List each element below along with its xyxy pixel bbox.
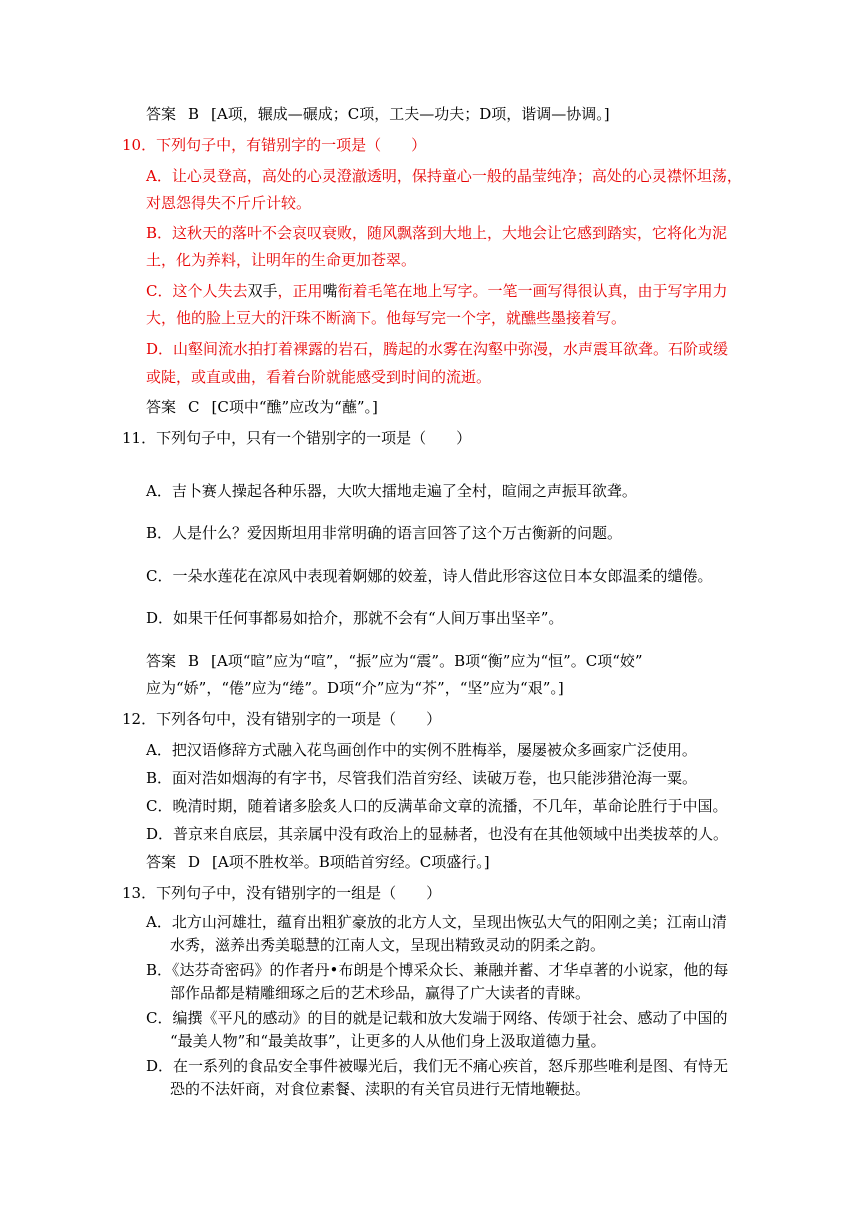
q13-stem: 13．下列句子中，没有错别字的一组是（ ） (122, 884, 442, 902)
q11-answer-line2: 应为“娇”，“倦”应为“绻”。D项“介”应为“芥”，“坚”应为“艰”。] (146, 679, 564, 697)
q9-answer (146, 103, 610, 125)
answer-label: 答案 (146, 398, 177, 416)
q13-option-d-line2: 恐的不法奸商，对食位素餐、渎职的有关官员进行无情地鞭挞。 (170, 1080, 591, 1098)
q10-answer (146, 396, 378, 418)
q13-option-c-line2: “最美人物”和“最美故事”，让更多的人从他们身上汲取道德力量。 (170, 1032, 606, 1050)
q10-c-rest: 衔着毛笔在地上写字。一笔一画写得很认真，由于写字用力 (337, 282, 728, 300)
q10-option-c-line1 (146, 280, 728, 302)
q12-answer (146, 851, 490, 873)
answer-label: 答案 (146, 652, 177, 670)
q10-c-hands: 双手 (247, 282, 278, 300)
answer-explanation: [A项不胜枚举。B项皓首穷经。C项盛行。] (212, 853, 490, 871)
q13-option-a-line1: A．北方山河雄壮，蕴育出粗犷豪放的北方人文，呈现出恢弘大气的阳刚之美；江南山清 (146, 913, 727, 931)
q12-stem: 12．下列各句中，没有错别字的一项是（ ） (122, 710, 442, 728)
q10-option-c-line2: 大，他的脸上豆大的汗珠不断滴下。他每写完一个字，就醮些墨接着写。 (146, 309, 627, 327)
answer-explanation: [A项，辗成—碾成；C项，工夫—功夫；D项，谐调—协调。] (211, 105, 610, 123)
answer-letter: B (188, 652, 200, 670)
q11-option-b: B．人是什么？爱因斯坦用非常明确的语言回答了这个万古衡新的问题。 (146, 524, 623, 542)
q10-option-d-line1: D．山壑间流水拍打着裸露的岩石，腾起的水雾在沟壑中弥漫，水声震耳欲聋。石阶或缓 (146, 340, 729, 358)
q13-option-a-line2: 水秀，滋养出秀美聪慧的江南人文，呈现出精致灵动的阴柔之韵。 (170, 936, 606, 954)
q10-option-a-line1: A．让心灵登高，高处的心灵澄澈透明，保持童心一般的晶莹纯净；高处的心灵襟怀坦荡， (146, 167, 742, 185)
q12-option-b: B．面对浩如烟海的有字书，尽管我们浩首穷经、读破万卷，也只能涉猎沧海一粟。 (146, 769, 698, 787)
q10-c-use: ，正用 (277, 282, 323, 300)
q11-option-d: D．如果干任何事都易如拾介，那就不会有“人间万事出坚辛”。 (146, 609, 564, 627)
q10-option-b-line2: 土，化为养料，让明年的生命更加苍翠。 (146, 251, 417, 269)
q10-stem: 10．下列句子中，有错别字的一项是（ ） (122, 136, 427, 154)
q10-c-mouth: 嘴 (322, 282, 338, 300)
q13-option-b-line1: B．《达芬奇密码》的作者丹•布朗是个博采众长、兼融并蓄、才华卓著的小说家，他的每 (146, 961, 729, 979)
q13-option-d-line1: D．在一系列的食品安全事件被曝光后，我们无不痛心疾首，怒斥那些唯利是图、有恃无 (146, 1057, 729, 1075)
q12-option-c: C．晚清时期，随着诸多脍炙人口的反满革命文章的流播，不几年，革命论胜行于中国。 (146, 797, 728, 815)
q11-answer-line1 (146, 650, 643, 672)
answer-label: 答案 (146, 853, 177, 871)
q10-c-prefix: C．这个人失去 (146, 282, 248, 300)
q10-option-b-line1: B．这秋天的落叶不会哀叹衰败，随风飘落到大地上，大地会让它感到踏实，它将化为泥 (146, 224, 728, 242)
q12-option-a: A．把汉语修辞方式融入花鸟画创作中的实例不胜梅举，屡屡被众多画家广泛使用。 (146, 741, 697, 759)
q11-option-c: C．一朵水莲花在凉风中表现着婀娜的姣羞，诗人借此形容这位日本女郎温柔的缱倦。 (146, 567, 713, 585)
answer-letter: C (188, 398, 200, 416)
answer-letter: D (188, 853, 201, 871)
q10-option-a-line2: 对恩怨得失不斤斤计较。 (146, 194, 312, 212)
answer-explanation: [C项中“醮”应改为“蘸”。] (211, 398, 378, 416)
answer-explanation: [A项“暄”应为“喧”，“振”应为“震”。B项“衡”应为“恒”。C项“姣” (211, 652, 643, 670)
q13-option-c-line1: C．编撰《平凡的感动》的目的就是记载和放大发端于网络、传颂于社会、感动了中国的 (146, 1009, 728, 1027)
q13-option-b-line2: 部作品都是精雕细琢之后的艺术珍品，赢得了广大读者的青睐。 (170, 984, 591, 1002)
answer-letter: B (188, 105, 200, 123)
q10-option-d-line2: 或陡，或直或曲，看着台阶就能感受到时间的流逝。 (146, 368, 492, 386)
q11-stem: 11．下列句子中，只有一个错别字的一项是（ ） (122, 429, 472, 447)
q11-option-a: A．吉卜赛人操起各种乐器，大吹大擂地走遍了全村，暄闹之声振耳欲聋。 (146, 482, 637, 500)
answer-label: 答案 (146, 105, 177, 123)
q12-option-d: D．普京来自底层，其亲属中没有政治上的显赫者，也没有在其他领域中出类拔萃的人。 (146, 825, 729, 843)
